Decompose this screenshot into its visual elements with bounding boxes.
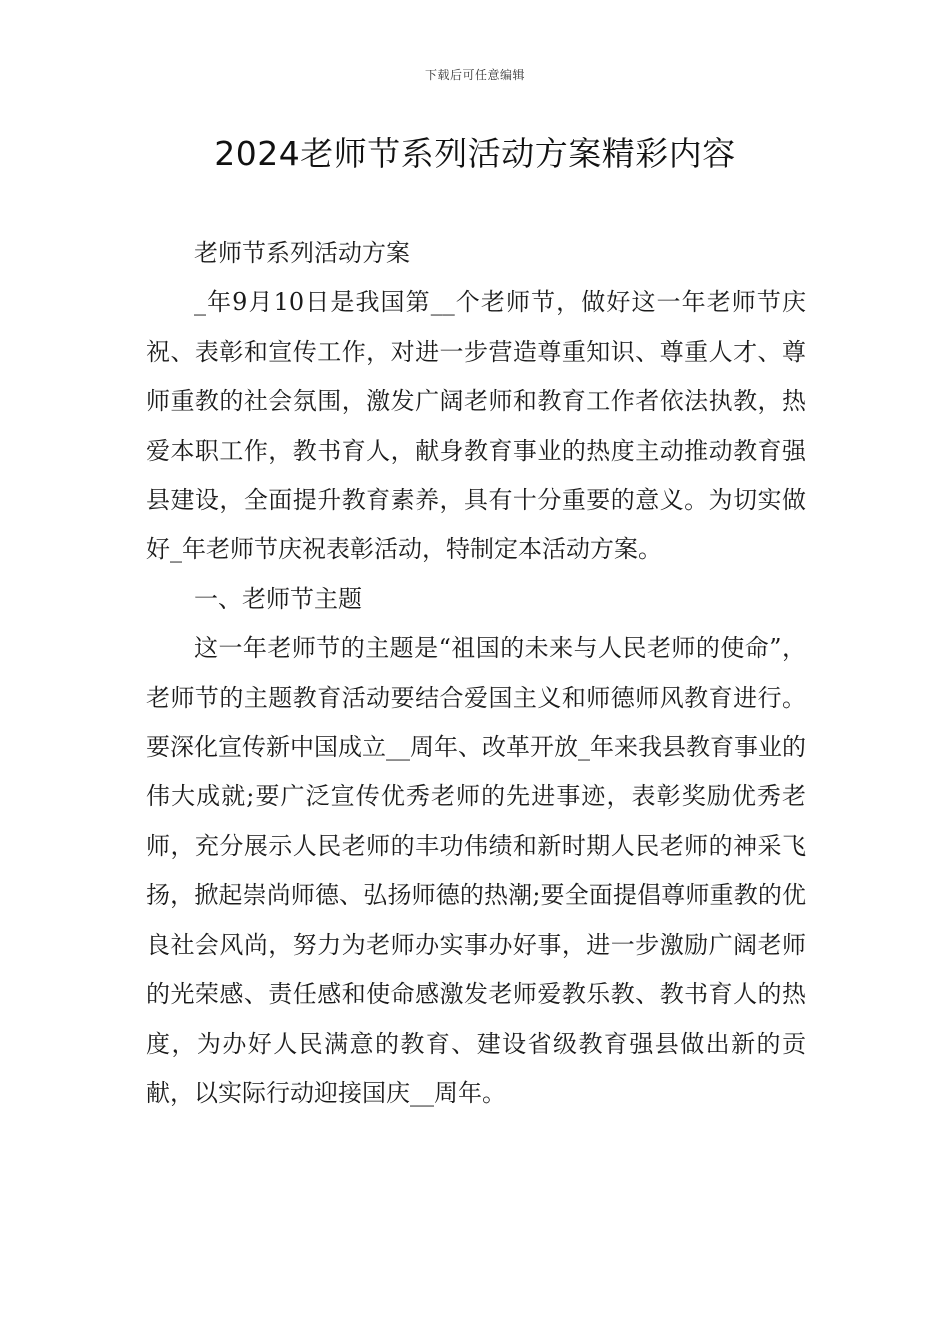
paragraph-theme-body: 这一年老师节的主题是“祖国的未来与人民老师的使命”，老师节的主题教育活动要结合爱国主义和师德师风教育进行。要深化宣传新中国成立__周年、改革开放_年来我县教育事业的伟大成就;要广泛宣传优秀老师的先进事迹，表彰奖励优秀老师，充分展示人民老师的丰功伟绩和新时期人民老师的神采飞扬，掀起崇尚师德、弘扬师德的热潮;要全面提倡尊师重教的优良社会风尚，努力为老师办实事办好事，进一步激励广阔老师的光荣感、责任感和使命感激发老师爱教乐教、教书育人的热度，为办好人民满意的教育、建设省级教育强县做出新的贡献，以实际行动迎接国庆__周年。 [146,634,806,1107]
document-body [146,229,806,1118]
document-title: 2024老师节系列活动方案精彩内容 [214,134,736,173]
paragraph-theme-heading: 一、老师节主题 [194,584,362,613]
paragraph-section-heading: 老师节系列活动方案 [194,239,410,267]
paragraph-intro: _年9月10日是我国第__个老师节，做好这一年老师节庆祝、表彰和宣传工作，对进一步营造尊重知识、尊重人才、尊师重教的社会氛围，激发广阔老师和教育工作者依法执教，热爱本职工作，教书育人，献身教育事业的热度主动推动教育强县建设，全面提升教育素养，具有十分重要的意义。为切实做好_年老师节庆祝表彰活动，特制定本活动方案。 [146,288,806,564]
page-header-note: 下载后可任意编辑 [424,68,525,82]
